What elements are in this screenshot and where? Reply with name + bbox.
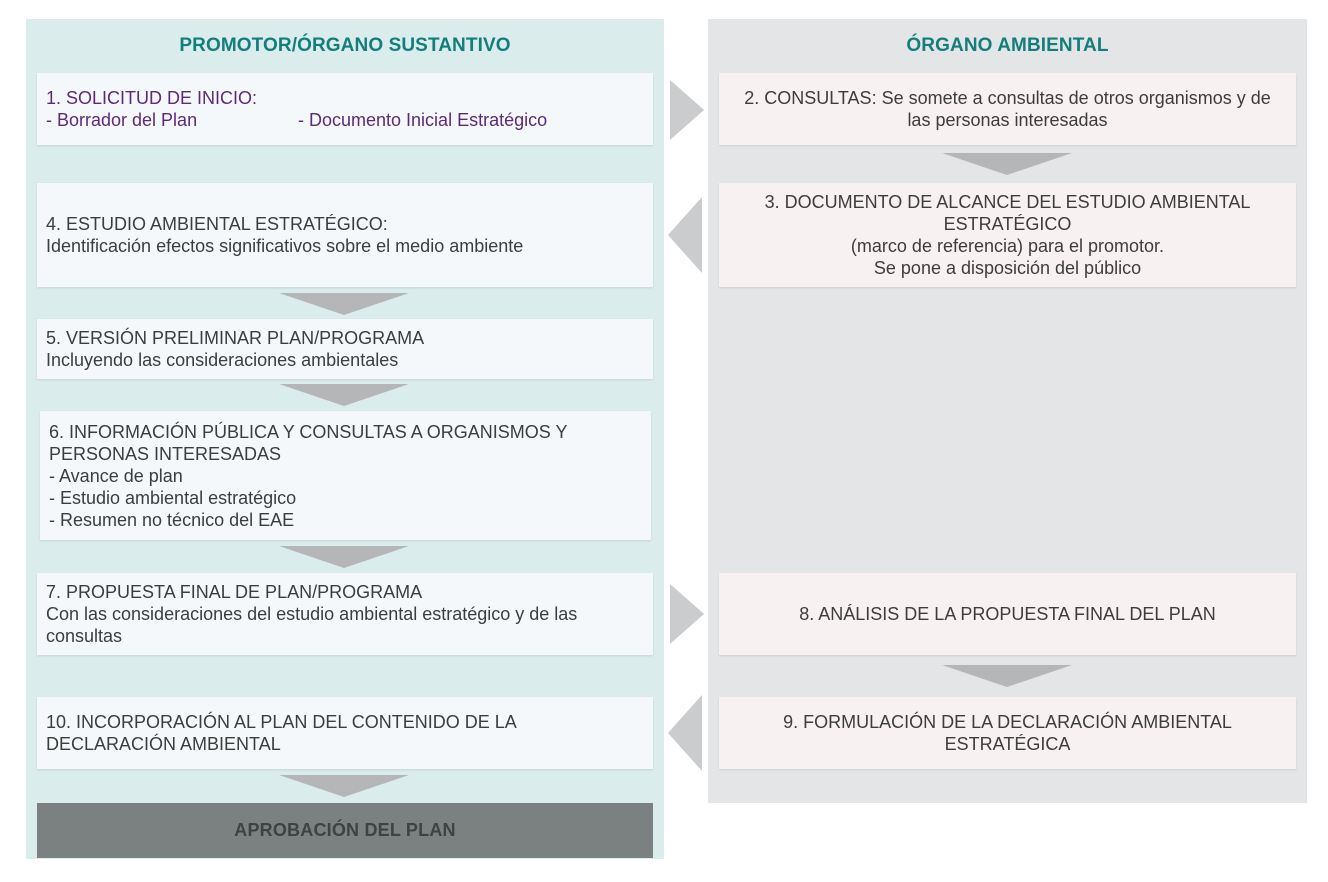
step-7-propuesta-final [37, 573, 653, 655]
step-7-description: Con las consideraciones del estudio ambiental estratégico y de las consultas [46, 604, 578, 646]
step-1-solicitud-inicio [37, 73, 653, 145]
step-3-documento-alcance [719, 183, 1296, 287]
step-7-title: 7. PROPUESTA FINAL DE PLAN/PROGRAMA [46, 582, 423, 602]
arrow-down-icon [942, 153, 1072, 175]
step-8-analisis-propuesta [719, 573, 1296, 655]
step-6-informacion-publica [40, 411, 651, 540]
arrow-right-icon [670, 584, 704, 644]
step-2-consultas [719, 73, 1296, 145]
step-4-description: Identificación efectos significativos sobre el medio ambiente [46, 236, 524, 256]
arrow-down-icon [942, 665, 1072, 687]
promotor-column-title: PROMOTOR/ÓRGANO SUSTANTIVO [179, 35, 511, 56]
step-5-description: Incluyendo las consideraciones ambientales [46, 350, 399, 370]
arrow-down-icon [279, 546, 409, 568]
arrow-down-icon [279, 384, 409, 406]
step-1-item-documento-inicial: - Documento Inicial Estratégico [298, 110, 548, 130]
arrow-down-icon [279, 293, 409, 315]
step-9-text: 9. FORMULACIÓN DE LA DECLARACIÓN AMBIENTAL ESTRATÉGICA [783, 712, 1232, 754]
step-8-text: 8. ANÁLISIS DE LA PROPUESTA FINAL DEL PLAN [799, 604, 1216, 624]
step-6-item-avance: - Avance de plan [49, 465, 183, 486]
step-5-version-preliminar [37, 319, 653, 379]
step-1-title: 1. SOLICITUD DE INICIO: [46, 88, 258, 108]
step-10-text: 10. INCORPORACIÓN AL PLAN DEL CONTENIDO DE LA DECLARACIÓN AMBIENTAL [46, 712, 516, 754]
step-10-incorporacion [37, 697, 653, 769]
arrow-left-icon [668, 197, 702, 273]
step-3-title: 3. DOCUMENTO DE ALCANCE DEL ESTUDIO AMBIENTAL ESTRATÉGICO [764, 192, 1251, 234]
step-2-text: 2. CONSULTAS: Se somete a consultas de otros organismos y de las personas interesadas [744, 88, 1271, 130]
step-6-item-estudio: - Estudio ambiental estratégico [49, 487, 297, 508]
arrow-right-icon [670, 80, 704, 140]
step-9-declaracion-ambiental [719, 697, 1296, 769]
step-4-estudio-ambiental [37, 183, 653, 287]
step-3-line-3: Se pone a disposición del público [873, 258, 1142, 278]
step-6-item-resumen: - Resumen no técnico del EAE [49, 509, 295, 530]
organo-ambiental-column-title: ÓRGANO AMBIENTAL [906, 35, 1109, 56]
step-6-title: 6. INFORMACIÓN PÚBLICA Y CONSULTAS A ORGANISMOS Y PERSONAS INTERESADAS [49, 421, 568, 464]
step-3-line-2: (marco de referencia) para el promotor. [850, 236, 1165, 256]
step-1-item-borrador: - Borrador del Plan [46, 110, 198, 130]
step-5-title: 5. VERSIÓN PRELIMINAR PLAN/PROGRAMA [46, 328, 425, 348]
arrow-left-icon [668, 695, 702, 771]
aprobacion-del-plan: APROBACIÓN DEL PLAN [37, 803, 653, 858]
arrow-down-icon [279, 775, 409, 797]
step-4-title: 4. ESTUDIO AMBIENTAL ESTRATÉGICO: [46, 214, 388, 234]
